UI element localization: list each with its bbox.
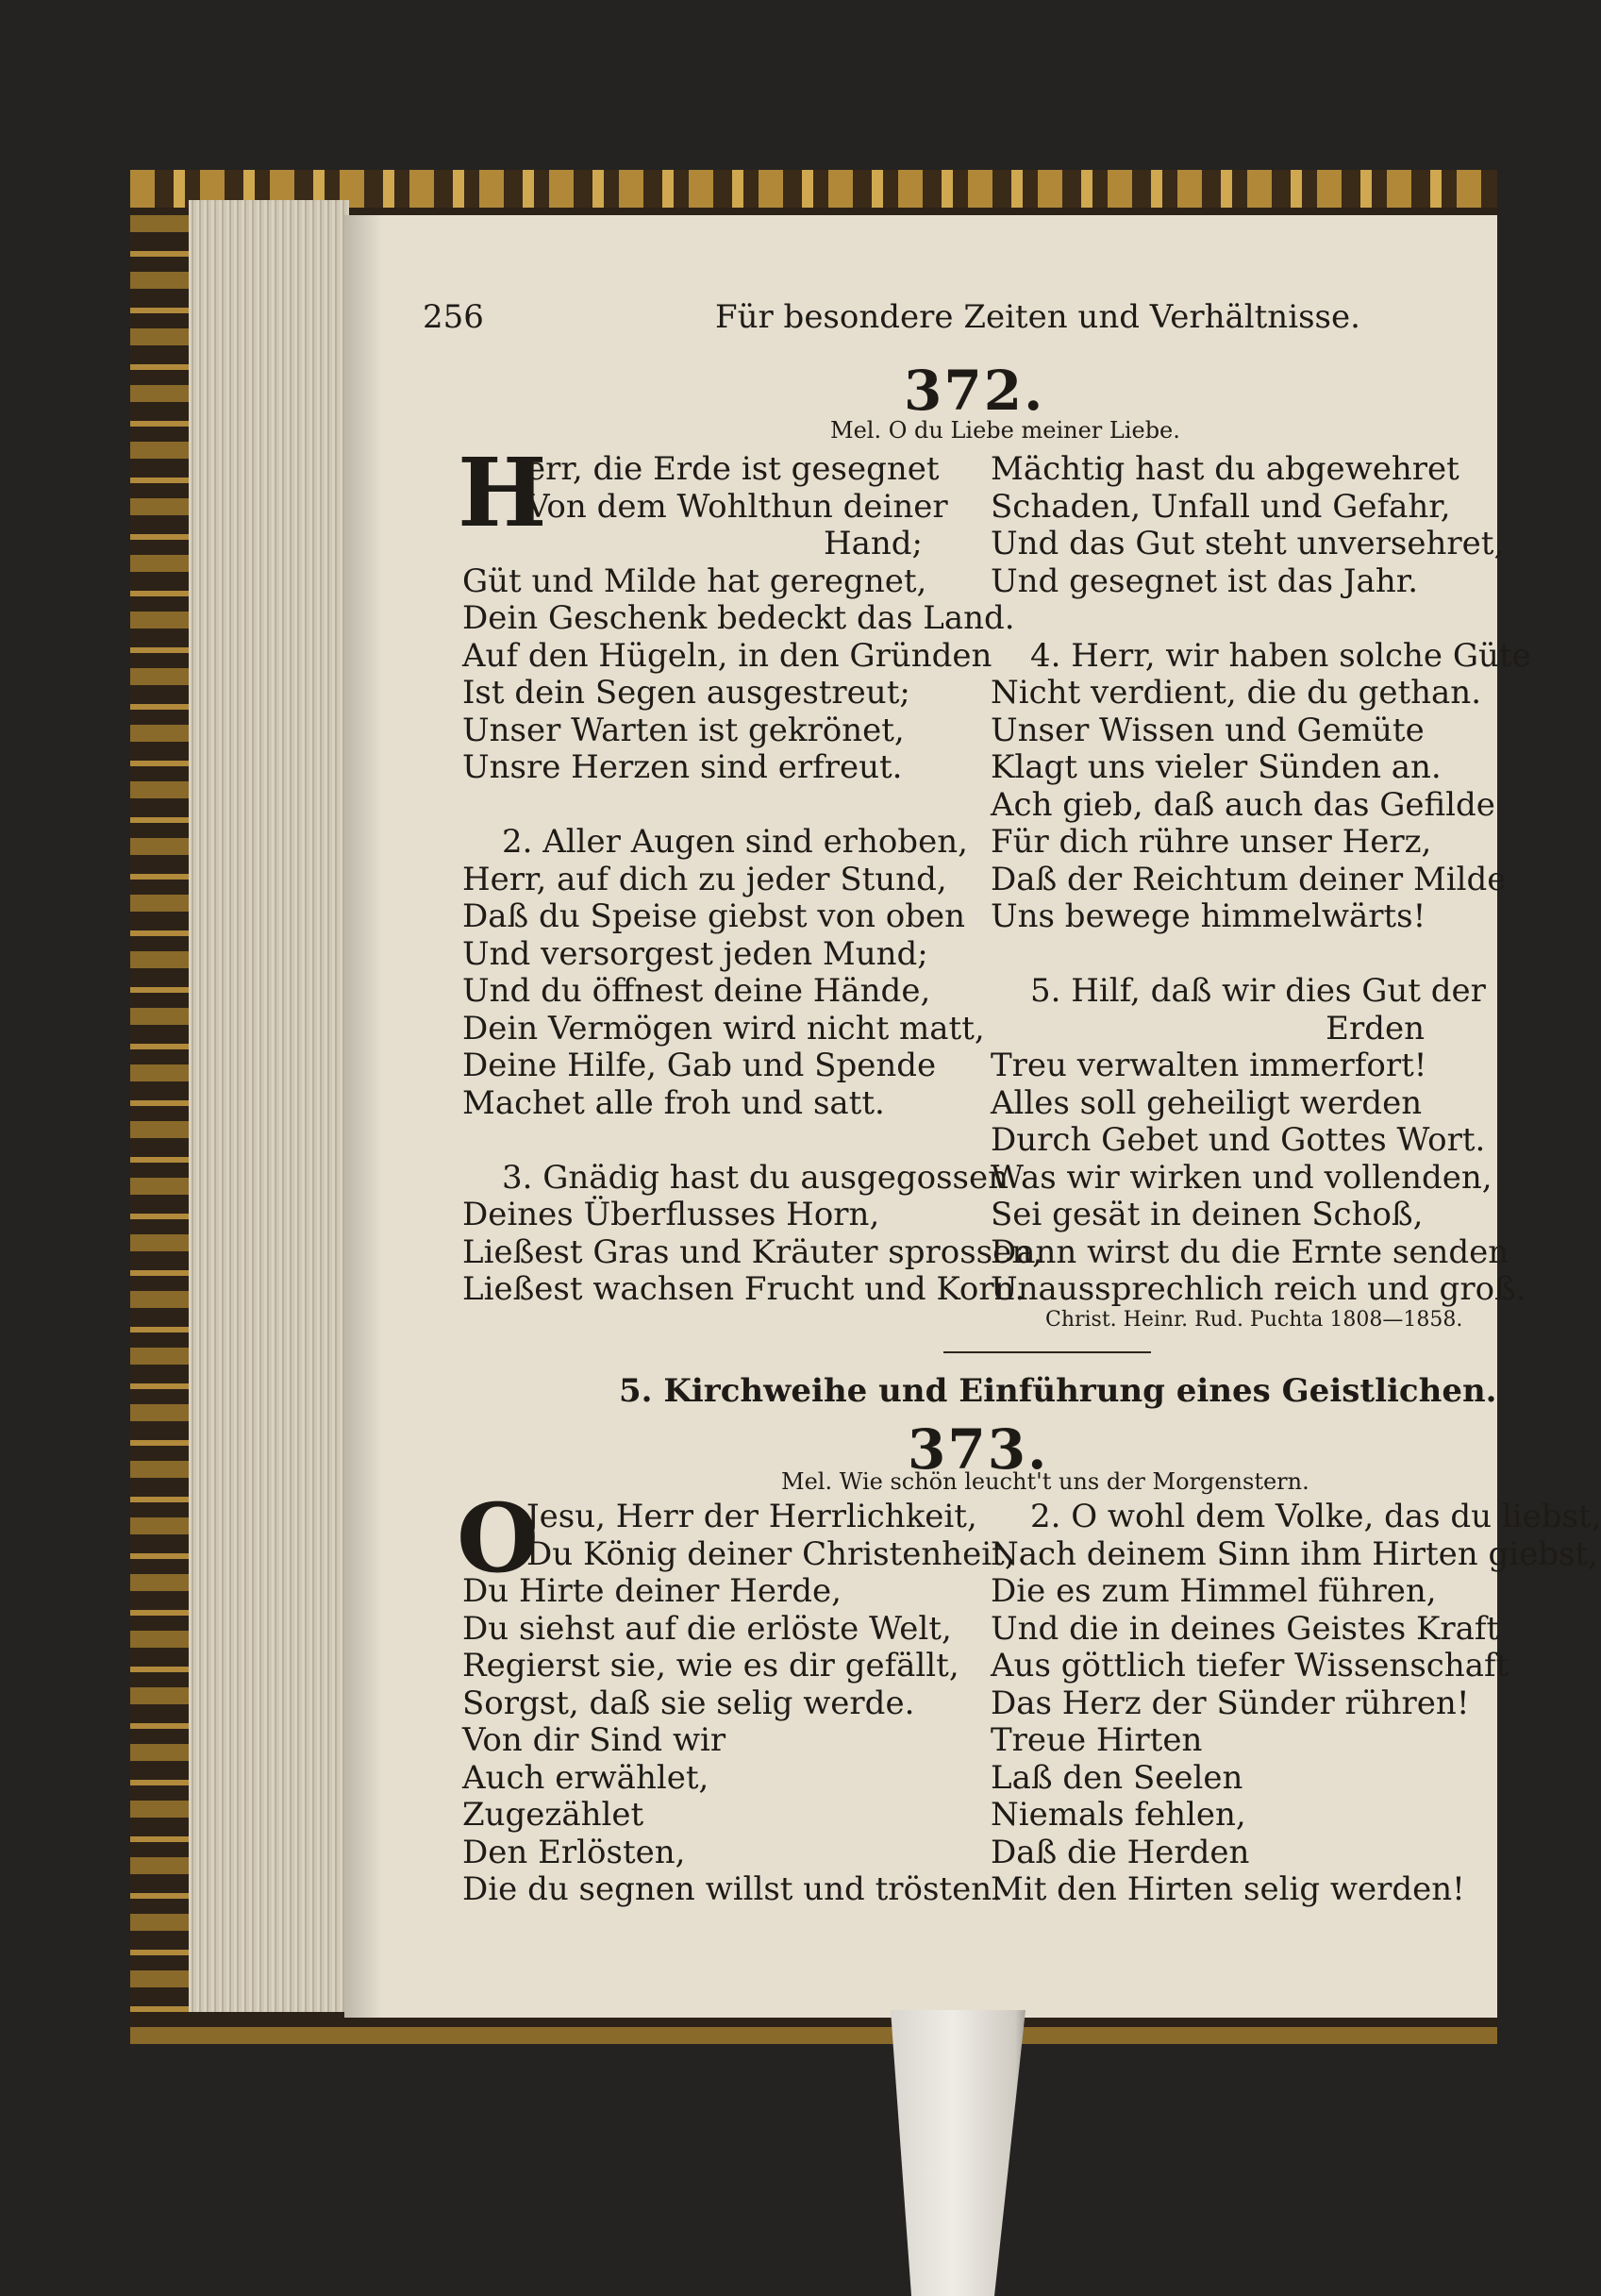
verse-line: Regierst sie, wie es dir gefällt, [462,1647,959,1684]
verse-line: 2. Aller Augen sind erhoben, [502,823,968,861]
verse-line: Ach gieb, daß auch das Gefilde [991,785,1495,824]
verse-line: Du Hirte deiner Herde, [462,1572,842,1610]
verse-line: Und das Gut steht unversehret, [991,525,1505,562]
hymn-372-dropcap: H [458,437,547,548]
verse-line: Von dir Sind wir [462,1721,726,1759]
verse-line: 2. O wohl dem Volke, das du liebst, [1030,1498,1601,1535]
verse-line: Treu verwalten immerfort! [991,1047,1427,1084]
verse-line: Auf den Hügeln, in den Gründen [462,636,992,675]
verse-line: Daß die Herden [991,1833,1250,1871]
page-number: 256 [423,298,484,336]
verse-line: Alles soll geheiligt werden [991,1083,1423,1122]
verse-line: Zugezählet [462,1796,644,1834]
stanza-gap [462,787,972,825]
verse-line: Den Erlösten, [462,1833,686,1871]
verse-line: Nach deinem Sinn ihm Hirten giebst, [991,1534,1598,1573]
hymn-373-dropcap: O [457,1483,540,1594]
hymn-372-left-column [462,450,1042,1309]
verse-line: Du siehst auf die erlöste Welt, [462,1609,952,1648]
verse-line: Die es zum Himmel führen, [991,1572,1437,1610]
verse-line: Deines Überflusses Horn, [462,1196,880,1233]
verse-line: Und du öffnest deine Hände, [462,972,931,1010]
verse-line: Erden [1326,1009,1425,1047]
hymn-372-author: Christ. Heinr. Rud. Puchta 1808—1858. [1045,1308,1463,1332]
verse-line: Dein Vermögen wird nicht matt, [462,1009,985,1047]
section-heading: 5. Kirchweihe und Einführung eines Geistlichen. [619,1372,1497,1410]
hymn-372-melody: Mel. O du Liebe meiner Liebe. [830,417,1180,444]
stanza-gap [991,600,1481,638]
stanza-gap [991,936,1481,974]
hymn-372-number: 372. [904,359,1045,423]
verse-line: Für dich rühre unser Herz, [991,823,1432,861]
verse-line: Güt und Milde hat geregnet, [462,561,927,600]
verse-line: Deine Hilfe, Gab und Spende [462,1047,937,1084]
verse-line: Durch Gebet und Gottes Wort. [991,1121,1486,1159]
verse-line: Und die in deines Geistes Kraft [991,1609,1500,1648]
verse-line: Uns bewege himmelwärts! [991,897,1426,935]
verse-line: Was wir wirken und vollenden, [991,1158,1493,1197]
verse-line: Daß der Reichtum deiner Milde [991,860,1507,898]
verse-line: Niemals fehlen, [991,1796,1246,1834]
verse-line: Nicht verdient, die du gethan. [991,674,1482,712]
verse-line: 4. Herr, wir haben solche Güte [1030,636,1531,675]
hymn-373-number: 373. [908,1417,1049,1482]
verse-line: Machet alle froh und satt. [462,1083,885,1122]
verse-line: Und gesegnet ist das Jahr. [991,561,1419,600]
stanza-gap [462,1122,972,1160]
hymn-373-right-column [991,1498,1601,1909]
verse-line: 5. Hilf, daß wir dies Gut der [1030,972,1486,1010]
verse-line: Die du segnen willst und trösten. [462,1870,1002,1908]
verse-line: Ließest wachsen Frucht und Korn. [462,1270,1026,1308]
verse-line: Laß den Seelen [991,1758,1243,1797]
hymn-372-right-column [991,450,1531,1309]
verse-line: Das Herz der Sünder rühren! [991,1684,1470,1722]
verse-line: Von dem Wohlthun deiner [526,487,948,526]
verse-line: Unaussprechlich reich und groß. [991,1270,1526,1308]
verse-line: Klagt uns vieler Sünden an. [991,748,1442,786]
bookmark-ribbon [849,2010,1057,2296]
verse-line: Herr, auf dich zu jeder Stund, [462,860,947,898]
verse-line: Dein Geschenk bedeckt das Land. [462,599,1015,637]
verse-line: Daß du Speise giebst von oben [462,897,966,935]
spine-shadow [344,215,382,2018]
running-header [423,298,1479,340]
verse-line: Mächtig hast du abgewehret [991,450,1459,488]
hymn-373-left-column [462,1498,1015,1909]
verse-line: Schaden, Unfall und Gefahr, [991,487,1451,526]
verse-line: 3. Gnädig hast du ausgegossen [502,1158,1009,1197]
verse-line: Dann wirst du die Ernte senden [991,1232,1509,1271]
page-edges [189,200,349,2012]
verse-line: Unser Wissen und Gemüte [991,711,1425,749]
verse-line: Aus göttlich tiefer Wissenschaft [991,1647,1509,1684]
verse-line: Und versorgest jeden Mund; [462,934,928,973]
verse-line: Treue Hirten [991,1721,1203,1759]
verse-line: Jesu, Herr der Herrlichkeit, [526,1498,977,1535]
divider-rule [943,1351,1151,1353]
verse-line: Unsre Herzen sind erfreut. [462,748,903,786]
verse-line: Unser Warten ist gekrönet, [462,711,905,749]
verse-line: Auch erwählet, [462,1758,709,1797]
verse-line: Sei gesät in deinen Schoß, [991,1196,1424,1233]
verse-line: Hand; [823,525,923,562]
hymn-373-melody: Mel. Wie schön leucht't uns der Morgenstern. [781,1468,1309,1495]
verse-line: Du König deiner Christenheit, [526,1534,1015,1573]
verse-line: Ist dein Segen ausgestreut; [462,674,910,712]
running-title: Für besondere Zeiten und Verhältnisse. [715,298,1360,336]
verse-line: Ließest Gras und Kräuter sprossen, [462,1232,1042,1271]
verse-line: err, die Erde ist gesegnet [526,450,940,488]
verse-line: Mit den Hirten selig werden! [991,1870,1465,1908]
verse-line: Sorgst, daß sie selig werde. [462,1684,915,1722]
